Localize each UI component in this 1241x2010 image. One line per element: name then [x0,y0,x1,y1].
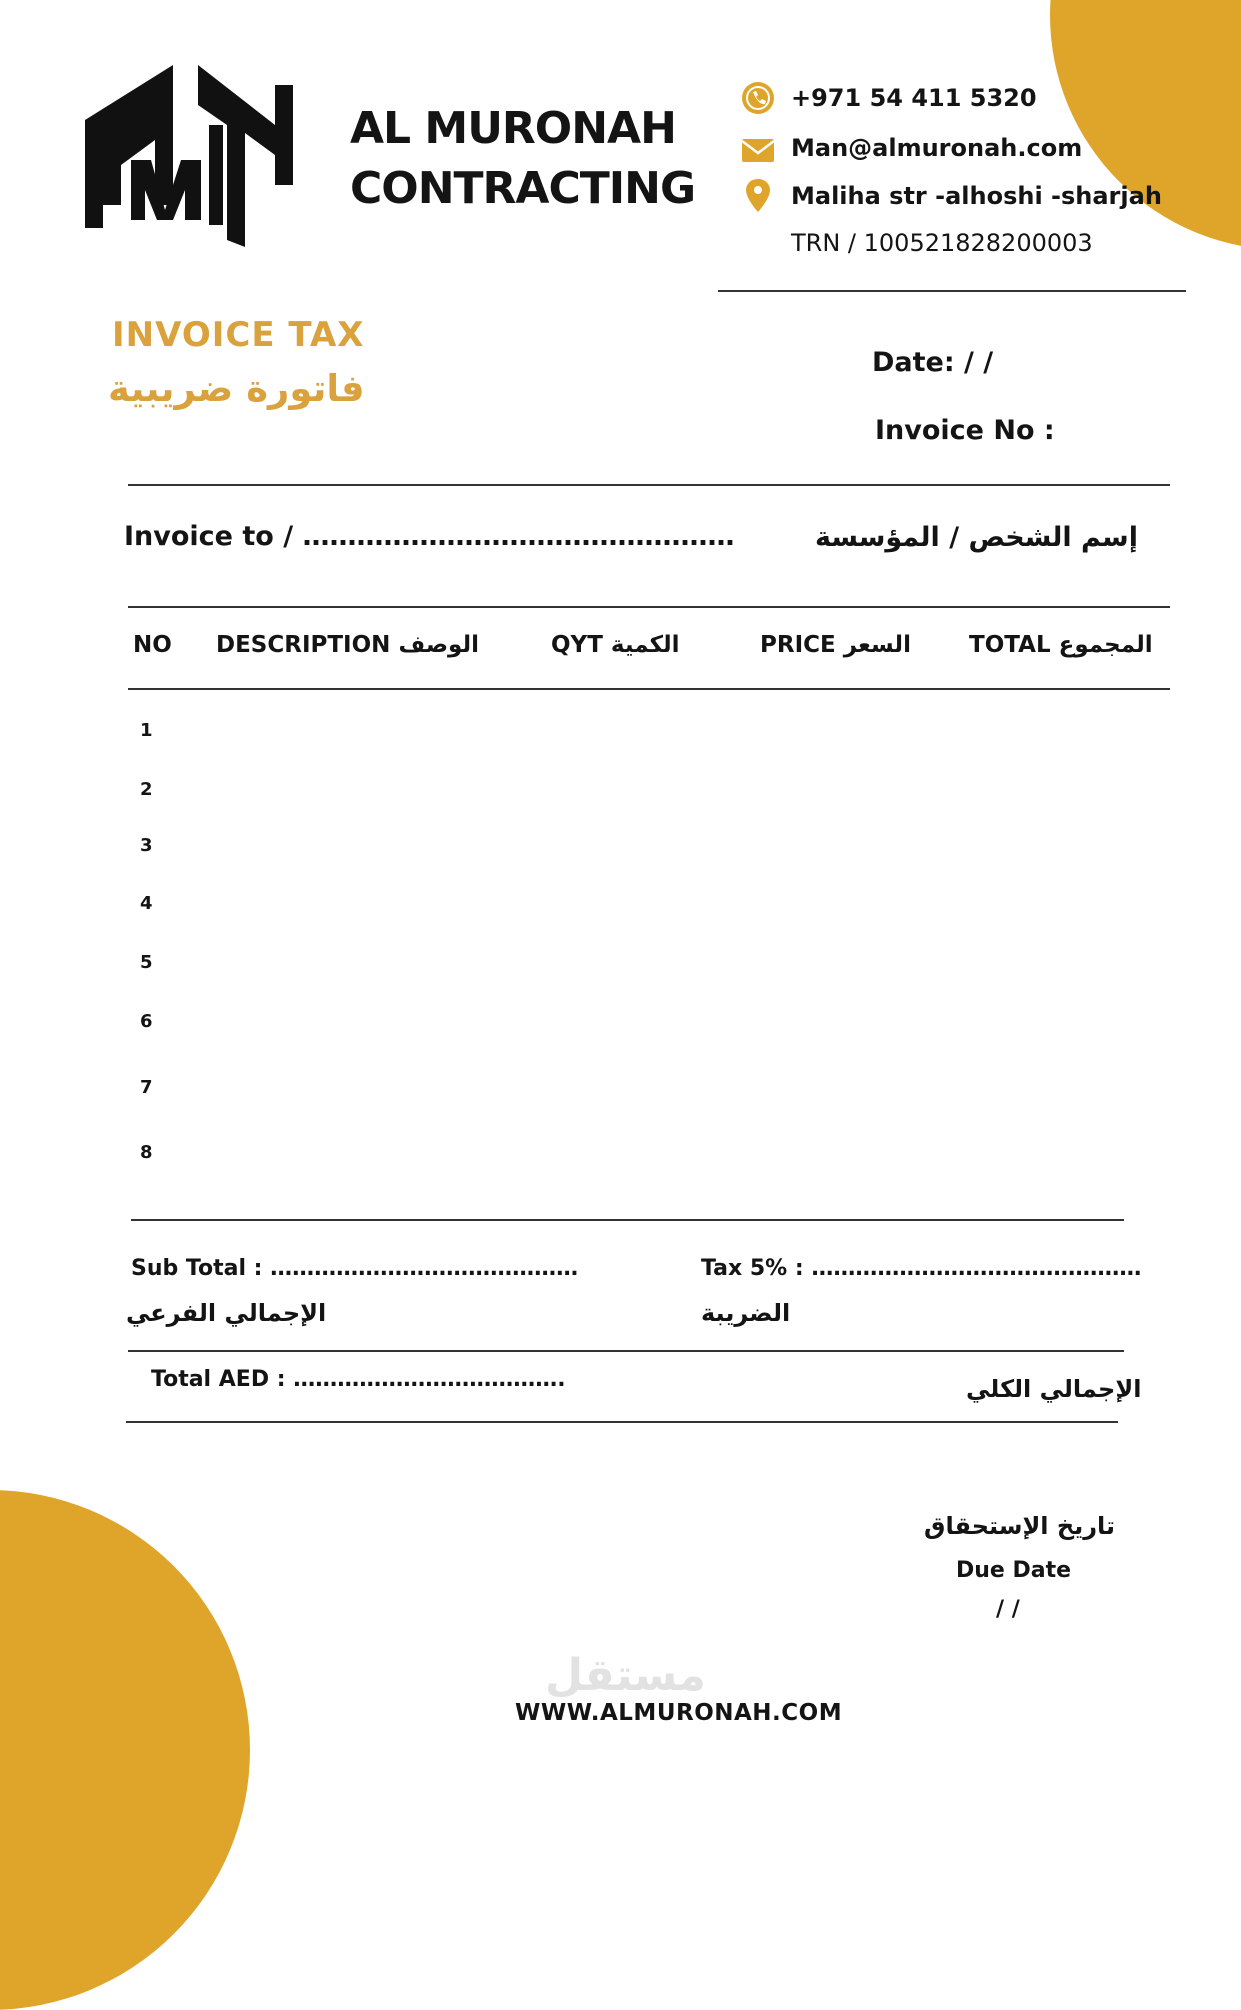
trn-text: TRN / 100521828200003 [791,229,1093,257]
col-total-header: TOTAL المجموع [969,632,1153,658]
email-text: Man@almuronah.com [791,134,1083,162]
subtotal-ar: الإجمالي الفرعي [126,1299,327,1327]
row-number: 2 [140,779,153,800]
invoice-number-field: Invoice No : [875,415,1055,446]
corner-circle-bottom-left [0,1490,250,2010]
tax-field: Tax 5% : ……………………………………… [701,1256,1142,1281]
total-ar: الإجمالي الكلي [966,1375,1142,1403]
divider [128,606,1170,608]
row-number: 6 [140,1011,153,1032]
row-number: 8 [140,1142,153,1163]
divider [128,484,1170,486]
due-date-ar: تاريخ الإستحقاق [924,1512,1116,1540]
phone-icon [740,80,776,116]
location-pin-icon [740,177,776,213]
col-no-header: NO [133,632,172,658]
company-name-line1: AL MURONAH [350,103,676,154]
watermark: مستقل [545,1650,706,1701]
invoice-to-ar: إسم الشخص / المؤسسة [814,522,1138,553]
invoice-to-field: Invoice to / ………………………………………… [124,521,735,552]
date-field: Date: / / [872,347,994,378]
row-number: 7 [140,1077,153,1098]
phone-text: +971 54 411 5320 [791,84,1037,112]
website-link[interactable]: WWW.ALMURONAH.COM [515,1700,843,1726]
col-price-header: PRICE السعر [760,632,911,658]
due-date-label: Due Date [956,1558,1072,1583]
divider [131,1219,1124,1221]
row-number: 1 [140,720,153,741]
invoice-title-en: INVOICE TAX [112,315,365,355]
row-number: 4 [140,893,153,914]
house-m-logo-icon [85,65,315,247]
divider [128,1350,1124,1352]
subtotal-field: Sub Total : …………………………………… [131,1256,579,1281]
divider [126,1421,1118,1423]
mail-icon [740,133,776,169]
total-aed-field: Total AED : ………………………………. [151,1367,566,1392]
due-date-slashes: / / [996,1597,1020,1622]
col-description-header: DESCRIPTION الوصف [216,632,479,658]
divider [128,688,1170,690]
row-number: 5 [140,952,153,973]
corner-circle-top-right [1050,0,1241,250]
header-divider [718,290,1186,292]
row-number: 3 [140,835,153,856]
tax-ar: الضريبة [701,1299,791,1327]
address-text: Maliha str -alhoshi -sharjah [791,182,1162,210]
col-qty-header: QYT الكمية [551,632,680,658]
invoice-title-ar: فاتورة ضريبية [108,367,365,410]
company-name-line2: CONTRACTING [350,163,696,214]
